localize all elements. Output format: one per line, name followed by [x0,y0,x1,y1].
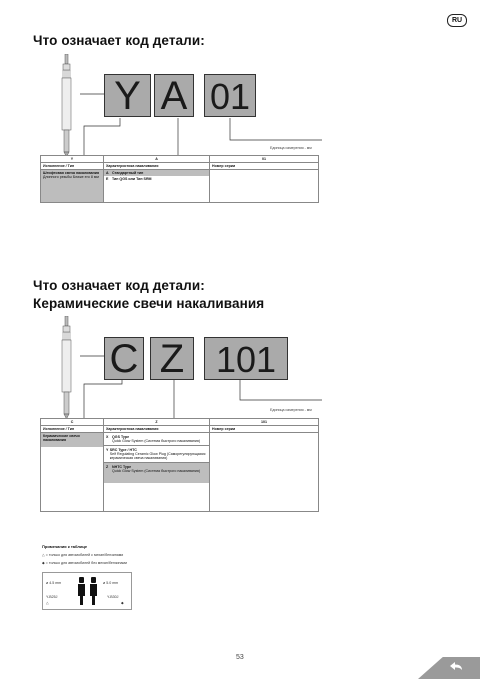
table-cell-type [41,433,104,512]
plug-size-diagram [42,572,132,610]
spec-table-2 [40,418,319,512]
row-title: QGS Type [112,435,130,439]
type-title: Штифтовая свеча накаливания [43,171,100,175]
section2-title: Что означает код детали: [33,278,205,293]
unit-note: Единица измерения - мм [270,146,312,150]
spec-table-1 [40,155,319,203]
row-desc: Self Regulating Ceramic Glow Plug (Саморегулирующаяся керамическая свеча накаливания) [109,452,206,460]
row-code: Y [106,448,109,452]
note-text: = только для автомобилей с механ/бензинами [45,553,124,557]
table-header: Z [104,419,210,426]
table-subheader: Исполнение / Тип [41,163,104,170]
note-item [42,553,123,557]
section1-title: Что означает код детали: [33,33,205,48]
triangle-icon: △ [42,553,45,557]
note-text: = только для автомобилей без механ/бензинами [45,561,128,565]
table-cell-type [41,170,104,203]
table-subheader: Характеристика накаливания [104,426,210,433]
code-box-characteristic: A [154,74,194,117]
row-title: NHTC Type [112,465,132,469]
list-item [104,446,209,463]
table-subheader: Исполнение / Тип [41,426,104,433]
row-text: Стандартный тип [112,171,144,175]
code-box-characteristic: Z [150,337,194,380]
table-cell-series [210,433,319,512]
table-cell-characteristic [104,433,210,512]
row-code: X [106,435,109,439]
return-arrow-icon[interactable] [448,660,464,672]
code-box-series: 01 [204,74,256,117]
diamond-icon: ◆ [121,601,124,605]
table-subheader: Характеристика накаливания [104,163,210,170]
table-header: C [41,419,104,426]
page-number: 53 [236,654,244,661]
note-item [42,561,127,565]
table-header: A [104,156,210,163]
section2-subtitle: Керамические свечи накаливания [33,296,265,311]
code-box-type: Y [104,74,151,117]
language-badge: RU [447,14,467,27]
row-code: Z [106,465,109,469]
right-dimension: ø 5.0 mm [103,581,119,585]
type-desc: Длинного резьбы Ближе его 8 мм [43,175,99,179]
row-text: Тип QGS или Тип SRM [112,177,152,181]
row-desc: Quick Glow System (Система быстрого накаливания) [112,469,201,473]
list-item [104,463,209,483]
list-item [104,176,209,182]
left-code: Y-B25J [46,595,58,599]
table-subheader: Номер серии [210,163,319,170]
table-header: 101 [210,419,319,426]
glow-plug-pair-icon [73,575,103,607]
unit-note: Единица измерения - мм [270,408,312,412]
code-box-type: C [104,337,144,380]
type-title: Керамические свечи накаливания [41,433,103,447]
row-desc: Quick Glow System (Система быстрого накаливания) [112,439,201,443]
row-code: A [106,171,109,175]
triangle-icon: △ [46,601,49,605]
diamond-icon: ◆ [42,561,45,565]
row-code: E [106,177,109,181]
row-title: SRC Type / HTC [109,448,137,452]
table-subheader: Номер серии [210,426,319,433]
table-header: 01 [210,156,319,163]
table-header: Y [41,156,104,163]
list-item [104,433,209,446]
code-box-series: 101 [204,337,288,380]
left-dimension: ø 4.5 mm [46,581,62,585]
table-cell-characteristic [104,170,210,203]
table-cell-series [210,170,319,203]
notes-title: Примечания к таблице [42,544,88,549]
right-code: Y-B30J [107,595,119,599]
